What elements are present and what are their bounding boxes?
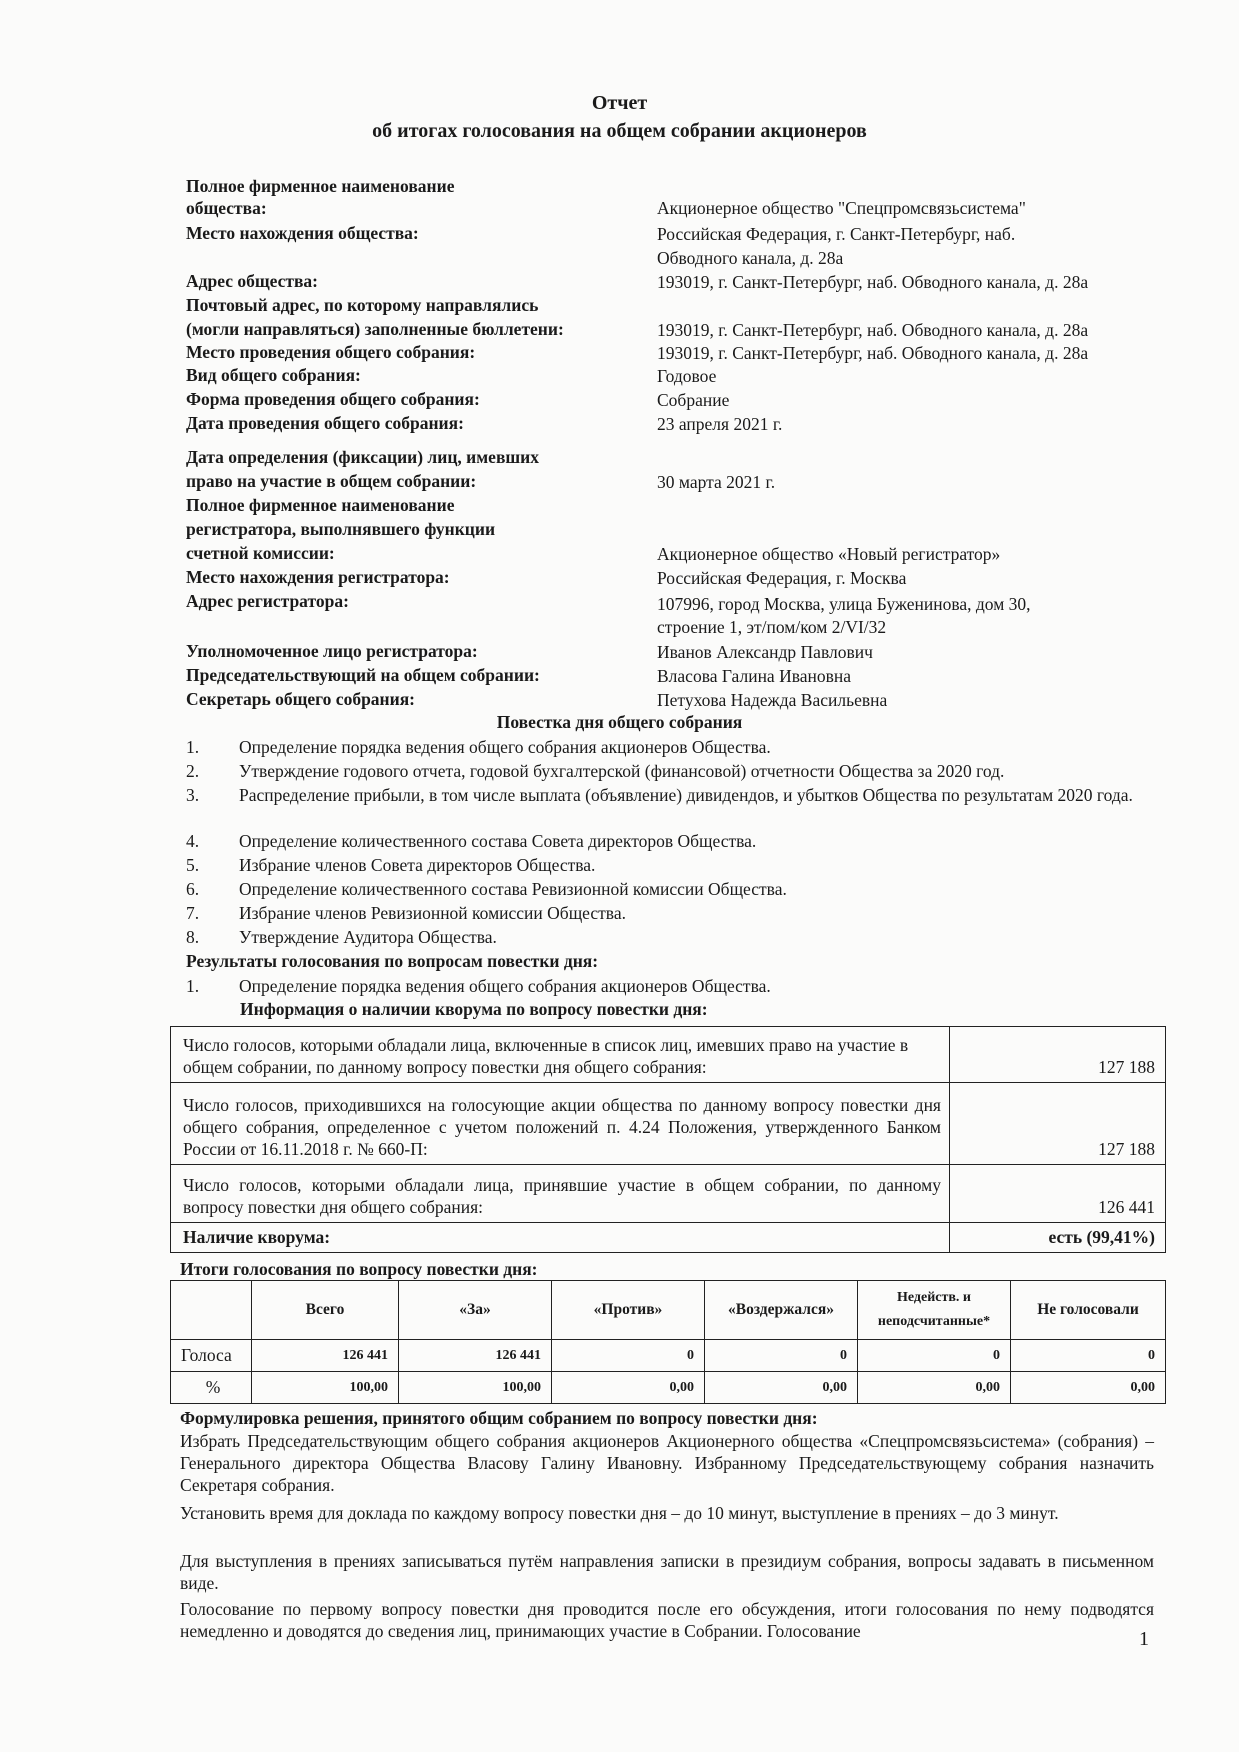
secretary-value: Петухова Надежда Васильевна — [657, 690, 888, 710]
votes-cell: 100,00 — [399, 1372, 552, 1404]
agenda-item-text: Распределение прибыли, в том числе выплата (объявление) дивидендов, и убытков Общества по результатам 2020 года. — [239, 785, 1133, 805]
chairperson-label: Председательствующий на общем собрании: — [186, 665, 540, 685]
company-location-label: Место нахождения общества: — [186, 223, 419, 243]
meeting-form-value: Собрание — [657, 390, 730, 410]
agenda-item-text: Утверждение годового отчета, годовой бухгалтерской (финансовой) отчетности Общества за 2020 год. — [239, 761, 1005, 781]
meeting-venue-label: Место проведения общего собрания: — [186, 342, 476, 362]
votes-header-total: Всего — [252, 1281, 399, 1340]
votes-header-against: «Против» — [552, 1281, 705, 1340]
table-row — [171, 1165, 1166, 1223]
agenda-item-number: 6. — [186, 879, 200, 899]
table-row — [171, 1340, 1166, 1372]
secretary-label: Секретарь общего собрания: — [186, 689, 416, 709]
agenda-item-text: Определение порядка ведения общего собрания акционеров Общества. — [239, 737, 771, 757]
votes-row-label: % — [171, 1372, 252, 1404]
meeting-date-value: 23 апреля 2021 г. — [657, 414, 783, 434]
record-date-label-line2: право на участие в общем собрании: — [186, 471, 477, 491]
chairperson-value: Власова Галина Ивановна — [657, 666, 852, 686]
quorum-row-text: Число голосов, которыми обладали лица, принявшие участие в общем собрании, по данному вопросу повестки дня общего собрания: — [171, 1165, 950, 1223]
agenda-item-number: 3. — [186, 785, 200, 805]
quorum-row-value: 127 188 — [950, 1083, 1166, 1165]
meeting-date-label: Дата проведения общего собрания: — [186, 413, 464, 433]
votes-cell: 126 441 — [399, 1340, 552, 1372]
votes-cell: 0 — [1011, 1340, 1166, 1372]
meeting-form-label: Форма проведения общего собрания: — [186, 389, 480, 409]
table-row — [171, 1083, 1166, 1165]
meeting-type-value: Годовое — [657, 366, 717, 386]
meeting-venue-value: 193019, г. Санкт-Петербург, наб. Обводного канала, д. 28а — [657, 343, 1089, 363]
registrar-location-label: Место нахождения регистратора: — [186, 567, 450, 587]
quorum-label: Наличие кворума: — [171, 1223, 950, 1253]
decision-paragraph: Для выступления в прениях записываться путём направления записки в президиум собрания, вопросы задавать в письменном виде. — [180, 1551, 1154, 1593]
table-row — [171, 1223, 1166, 1253]
votes-cell: 0 — [705, 1340, 858, 1372]
registrar-address-value-line2: строение 1, эт/пом/ком 2/VI/32 — [657, 617, 887, 637]
votes-header-abstained: «Воздержался» — [705, 1281, 858, 1340]
agenda-item-text: Определение количественного состава Ревизионной комиссии Общества. — [239, 879, 787, 899]
agenda-heading: Повестка дня общего собрания — [496, 712, 743, 732]
company-location-value-line1: Российская Федерация, г. Санкт-Петербург, наб. — [657, 224, 1016, 244]
table-row — [171, 1372, 1166, 1404]
company-address-label: Адрес общества: — [186, 271, 318, 291]
table-row — [171, 1027, 1166, 1083]
votes-cell: 0,00 — [705, 1372, 858, 1404]
quorum-row-text: Число голосов, которыми обладали лица, включенные в список лиц, имевших право на участие в общем собрании, по данному вопросу повестки дня общего собрания: — [171, 1027, 950, 1083]
votes-cell: 126 441 — [252, 1340, 399, 1372]
table-header-row — [171, 1281, 1166, 1340]
meeting-type-label: Вид общего собрания: — [186, 365, 361, 385]
agenda-item-number: 1. — [186, 737, 200, 757]
votes-table — [170, 1280, 1166, 1404]
votes-header-invalid: Недейств. и неподсчитанные* — [858, 1281, 1011, 1340]
agenda-item-number: 7. — [186, 903, 200, 923]
postal-address-label-line2: (могли направляться) заполненные бюллетени: — [186, 319, 564, 339]
decision-heading: Формулировка решения, принятого общим собранием по вопросу повестки дня: — [180, 1408, 818, 1428]
quorum-row-value: 127 188 — [950, 1027, 1166, 1083]
agenda-item-text: Определение количественного состава Совета директоров Общества. — [239, 831, 757, 851]
document-title: Отчет — [591, 92, 648, 114]
votes-cell: 0,00 — [1011, 1372, 1166, 1404]
agenda-item-text: Избрание членов Ревизионной комиссии Общества. — [239, 903, 626, 923]
question-number: 1. — [186, 976, 200, 996]
question-text: Определение порядка ведения общего собрания акционеров Общества. — [239, 976, 771, 996]
postal-address-label-line1: Почтовый адрес, по которому направлялись — [186, 295, 539, 315]
agenda-item-number: 4. — [186, 831, 200, 851]
registrar-name-label-line1: Полное фирменное наименование — [186, 495, 455, 515]
votes-cell: 0 — [552, 1340, 705, 1372]
votes-cell: 0,00 — [552, 1372, 705, 1404]
votes-cell: 0 — [858, 1340, 1011, 1372]
votes-header-empty — [171, 1281, 252, 1340]
registrar-address-value-line1: 107996, город Москва, улица Буженинова, дом 30, — [657, 594, 1031, 614]
quorum-value: есть (99,41%) — [950, 1223, 1166, 1253]
company-address-value: 193019, г. Санкт-Петербург, наб. Обводного канала, д. 28а — [657, 272, 1089, 292]
registrar-name-value: Акционерное общество «Новый регистратор» — [657, 544, 1001, 564]
agenda-item-number: 2. — [186, 761, 200, 781]
company-name-value: Акционерное общество "Спецпромсвязьсистема" — [657, 198, 1026, 218]
decision-paragraph: Установить время для доклада по каждому вопросу повестки дня – до 10 минут, выступление в прениях – до 3 минут. — [180, 1503, 1059, 1523]
agenda-item-text: Избрание членов Совета директоров Общества. — [239, 855, 596, 875]
postal-address-value: 193019, г. Санкт-Петербург, наб. Обводного канала, д. 28а — [657, 320, 1089, 340]
page-number: 1 — [1139, 1628, 1149, 1650]
company-name-label-line1: Полное фирменное наименование — [186, 176, 455, 196]
votes-header-not-voted: Не голосовали — [1011, 1281, 1166, 1340]
record-date-value: 30 марта 2021 г. — [657, 472, 776, 492]
decision-paragraph: Голосование по первому вопросу повестки дня проводится после его обсуждения, итоги голосования по нему подводятся немедленно и доводятся до сведения лиц, принимающих участие в Собрании. Голосование — [180, 1599, 1154, 1641]
registrar-location-value: Российская Федерация, г. Москва — [657, 568, 907, 588]
decision-paragraph: Избрать Председательствующим общего собрания акционеров Акционерного общества «Спецпромсвязьсистема» (собрания) – Генерального директора Общества Власову Галину Ивановну. Избранному Председательствующему собрания назначить Секретаря собрания. — [180, 1431, 1154, 1495]
authorized-person-label: Уполномоченное лицо регистратора: — [186, 641, 478, 661]
agenda-item-text: Утверждение Аудитора Общества. — [239, 927, 497, 947]
votes-cell: 100,00 — [252, 1372, 399, 1404]
agenda-item-number: 8. — [186, 927, 200, 947]
agenda-item-number: 5. — [186, 855, 200, 875]
authorized-person-value: Иванов Александр Павлович — [657, 642, 873, 662]
votes-heading: Итоги голосования по вопросу повестки дня: — [180, 1259, 538, 1279]
company-location-value-line2: Обводного канала, д. 28а — [657, 248, 844, 268]
quorum-row-text: Число голосов, приходившихся на голосующие акции общества по данному вопросу повестки дня общего собрания, определенное с учетом положений п. 4.24 Положения, утвержденного Банком России от 16.11.2018 г. № 660-П: — [171, 1083, 950, 1165]
votes-header-for: «За» — [399, 1281, 552, 1340]
results-heading: Результаты голосования по вопросам повестки дня: — [186, 951, 599, 971]
registrar-address-label: Адрес регистратора: — [186, 591, 349, 611]
company-name-label-line2: общества: — [186, 198, 267, 218]
record-date-label-line1: Дата определения (фиксации) лиц, имевших — [186, 447, 539, 467]
registrar-name-label-line2: регистратора, выполнявшего функции — [186, 519, 496, 539]
quorum-table — [170, 1026, 1166, 1253]
quorum-row-value: 126 441 — [950, 1165, 1166, 1223]
registrar-name-label-line3: счетной комиссии: — [186, 543, 335, 563]
quorum-heading: Информация о наличии кворума по вопросу повестки дня: — [240, 999, 708, 1019]
document-subtitle: об итогах голосования на общем собрании акционеров — [372, 120, 867, 142]
votes-cell: 0,00 — [858, 1372, 1011, 1404]
votes-row-label: Голоса — [171, 1340, 252, 1372]
